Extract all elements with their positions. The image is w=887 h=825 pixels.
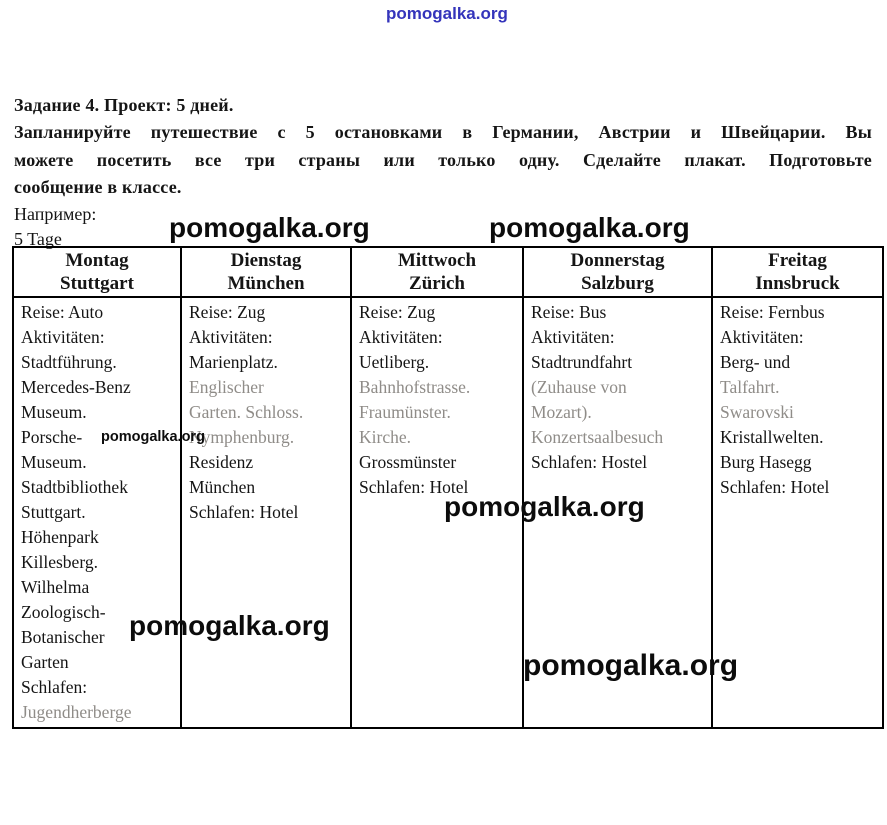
- city-label: Zürich: [409, 273, 465, 294]
- table-header-row: [13, 247, 883, 297]
- watermark-top: pomogalka.org: [386, 4, 508, 23]
- cell-line: München: [189, 477, 256, 497]
- cell-line: Fraumünster.: [359, 402, 451, 422]
- cell-line: Aktivitäten:: [189, 327, 273, 347]
- cell-line: Marienplatz.: [189, 352, 278, 372]
- cell-line: Englischer: [189, 377, 264, 397]
- watermark: pomogalka.org: [101, 429, 205, 445]
- cell-line: Reise: Auto: [21, 302, 104, 322]
- cell-line: Reise: Bus: [531, 302, 607, 322]
- task-title: Задание 4. Проект: 5 дней.: [14, 95, 234, 115]
- itinerary-cell-salzburg: [523, 297, 712, 728]
- day-label: Donnerstag: [570, 250, 665, 271]
- cell-line: Schlafen: Hotel: [359, 477, 469, 497]
- cell-line: Bahnhofstrasse.: [359, 377, 471, 397]
- watermark: pomogalka.org: [129, 610, 330, 641]
- cell-line: Schlafen: Hotel: [189, 502, 299, 522]
- duration-label: 5 Tage: [14, 228, 62, 249]
- cell-line: Stuttgart.: [21, 502, 86, 522]
- cell-line: Botanischer: [21, 627, 105, 647]
- day-label: Montag: [65, 250, 129, 271]
- cell-line: Jugendherberge: [21, 702, 132, 722]
- cell-line: Garten: [21, 652, 69, 672]
- cell-line: Reise: Zug: [189, 302, 266, 322]
- day-label: Mittwoch: [397, 250, 477, 271]
- cell-line: (Zuhause von: [531, 377, 627, 397]
- cell-line: Stadtrundfahrt: [531, 352, 633, 372]
- watermark: pomogalka.org: [489, 212, 690, 243]
- itinerary-cell-innsbruck: [712, 297, 883, 728]
- watermark: pomogalka.org: [523, 649, 739, 682]
- itinerary-cell-stuttgart: [13, 297, 181, 728]
- cell-line: Killesberg.: [21, 552, 98, 572]
- cell-line: Aktivitäten:: [21, 327, 105, 347]
- cell-line: Talfahrt.: [720, 377, 780, 397]
- itinerary-table: [12, 246, 884, 729]
- cell-line: Garten. Schloss.: [189, 402, 304, 422]
- cell-line: Kirche.: [359, 427, 411, 447]
- cell-line: Schlafen: Hotel: [720, 477, 830, 497]
- cell-line: Uetliberg.: [359, 352, 430, 372]
- column-header-montag: [13, 247, 181, 297]
- cell-line: Schlafen:: [21, 677, 88, 697]
- day-label: Dienstag: [230, 250, 302, 271]
- cell-line: Kristallwelten.: [720, 427, 824, 447]
- cell-line: Grossmünster: [359, 452, 457, 472]
- task-description-line: сообщение в классе.: [14, 177, 182, 197]
- example-label: Например:: [14, 203, 97, 224]
- cell-line: Berg- und: [720, 352, 791, 372]
- cell-line: Schlafen: Hostel: [531, 452, 648, 472]
- cell-line: Aktivitäten:: [720, 327, 804, 347]
- cell-line: Mercedes-Benz: [21, 377, 131, 397]
- cell-line: Residenz: [189, 452, 254, 472]
- cell-line: Aktivitäten:: [531, 327, 615, 347]
- watermark: pomogalka.org: [169, 212, 370, 243]
- cell-line: Konzertsaalbesuch: [531, 427, 664, 447]
- cell-line: Porsche-: [21, 427, 83, 447]
- task-description: [14, 119, 872, 202]
- day-label: Freitag: [768, 250, 827, 271]
- cell-line: Zoologisch-: [21, 602, 106, 622]
- task-description-line: можете посетить все три страны или только одну. Сделайте плакат. Подготовьте: [14, 149, 872, 170]
- cell-line: Höhenpark: [21, 527, 99, 547]
- cell-line: Stadtbibliothek: [21, 477, 128, 497]
- column-header-dienstag: [181, 247, 351, 297]
- city-label: Stuttgart: [60, 273, 134, 294]
- city-label: München: [227, 273, 305, 294]
- city-label: Innsbruck: [755, 273, 840, 294]
- cell-line: Nymphenburg.: [189, 427, 295, 447]
- task-header: [14, 92, 872, 252]
- itinerary-cell-münchen: [181, 297, 351, 728]
- table-body-row: [13, 297, 883, 728]
- cell-line: Swarovski: [720, 402, 794, 422]
- cell-line: Wilhelma: [21, 577, 90, 597]
- cell-line: Reise: Fernbus: [720, 302, 825, 322]
- cell-line: Museum.: [21, 402, 87, 422]
- cell-line: Mozart).: [531, 402, 592, 422]
- task-description-line: Запланируйте путешествие с 5 остановками в Германии, Австрии и Швейцарии. Вы: [14, 122, 872, 142]
- cell-line: Aktivitäten:: [359, 327, 443, 347]
- watermark: pomogalka.org: [444, 491, 645, 522]
- cell-line: Stadtführung.: [21, 352, 117, 372]
- column-header-donnerstag: [523, 247, 712, 297]
- cell-line: Reise: Zug: [359, 302, 436, 322]
- cell-line: Burg Hasegg: [720, 452, 812, 472]
- column-header-mittwoch: [351, 247, 523, 297]
- cell-line: Museum.: [21, 452, 87, 472]
- itinerary-cell-zürich: [351, 297, 523, 728]
- column-header-freitag: [712, 247, 883, 297]
- city-label: Salzburg: [581, 273, 654, 294]
